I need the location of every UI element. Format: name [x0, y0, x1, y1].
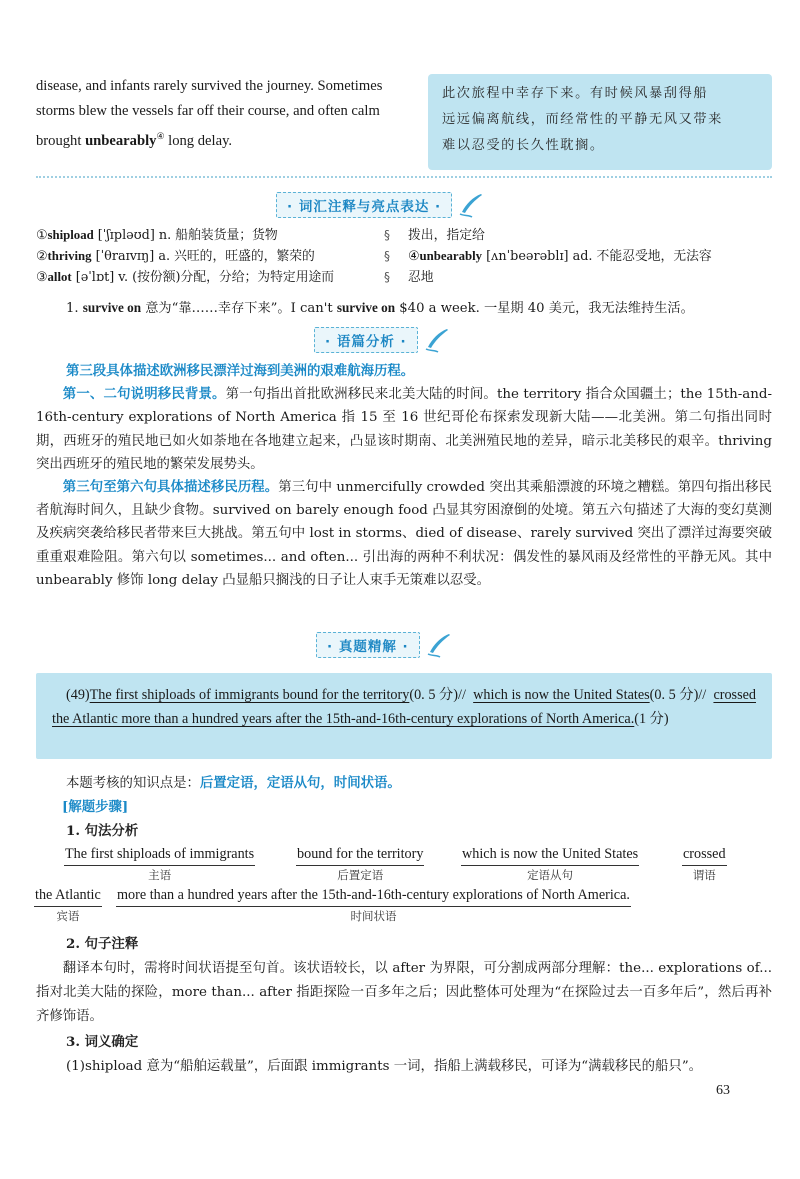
vocab-section-heading: · 词汇注释与亮点表达 · [276, 192, 484, 218]
sentence-segment-object: the Atlantic 宾语 [35, 887, 101, 923]
translation-line: 远远偏离航线，而经常性的平静无风又带来 [442, 112, 723, 127]
exam-section-heading: · 真题精解 · [316, 632, 452, 658]
quill-pen-icon [420, 327, 450, 353]
sentence-segment-subject: The first shiploads of immigrants 主语 [65, 846, 255, 882]
analysis-paragraph: 第三句至第六句具体描述移民历程。第三句中 unmercifully crowded 突出其乘船漂渡的环境之糟糕。第四句指出移民者航海时间久，且缺少食物。survived on barely enough food 凸显其穷困潦倒的处境。第五六句描述了大海的变幻莫测及疾病突袭给移民者带来巨大挑战。第五句中 lost in storms、died of disease、rarely survived 突出了漂洋过海要突破重重艰难险阻。第六句以 sometimes... and often... 引出海的两种不利状况：偶发性的暴风雨及经常性的平静无风。其中 unbearably 修饰 long delay 凸显船只搁浅的日子让人束手无策难以忍受。 [36, 479, 773, 588]
analysis-summary: 第三段具体描述欧洲移民漂洋过海到美洲的艰难航海历程。 [66, 363, 415, 379]
translation-line: 难以忍受的长久性耽搁。 [442, 138, 605, 153]
knowledge-points: 本题考核的知识点是：后置定语，定语从句，时间状语。 [66, 775, 401, 791]
passage-english: disease, and infants rarely survived the journey. Sometimes storms blew the vessels far off their course, and often calm brought unbearably④ long delay. [36, 78, 383, 149]
quill-pen-icon [454, 192, 484, 218]
sentence-segment-postmodifier: bound for the territory 后置定语 [297, 846, 424, 882]
passage-translation-box [428, 74, 772, 170]
step-heading: 1. 句法分析 [66, 823, 139, 839]
usage-note: 1. survive on 意为“靠……幸存下来”。I can't survive on $40 a week. 一星期 40 美元，我无法维持生活。 [66, 300, 694, 316]
vocab-item: ②thriving [ˈθraɪvɪŋ] a. 兴旺的，旺盛的，繁荣的 [36, 249, 315, 264]
vocab-list-left [36, 225, 366, 288]
divider [36, 176, 772, 178]
vocab-item: ④unbearably [ʌnˈbeərəblɪ] ad. 不能忍受地，无法容 [408, 249, 712, 264]
vocab-item: ③allot [əˈlɒt] v. (按份额)分配，分给；为特定用途而 [36, 270, 335, 285]
analysis-paragraph: 第一、二句说明移民背景。第一句指出首批欧洲移民来北美大陆的时间。the territory 指合众国疆土；the 15th-and-16th-century explorations of North America 指 15 至 16 世纪哥伦布探索发现新大陆——北美洲。第二句指出同时期，西班牙的殖民地已如火如荼地在各地建立起来，凸显该时期南、北美洲殖民地的差异，暗示北美移民的艰辛。thriving 突出西班牙的殖民地的繁荣发展势头。 [36, 386, 773, 472]
sentence-segment-predicate: crossed 谓语 [683, 846, 726, 882]
steps-label: [解题步骤] [62, 799, 129, 815]
step-heading: 3. 词义确定 [66, 1034, 139, 1050]
wavy-divider: § § § [384, 228, 390, 284]
page-number: 63 [716, 1083, 730, 1098]
analysis-section-heading: · 语篇分析 · [314, 327, 450, 353]
analysis-body [36, 360, 772, 592]
word-meaning: (1)shipload 意为“船舶运载量”，后面跟 immigrants 一词，指船上满载移民，可译为“满载移民的船只”。 [66, 1059, 703, 1074]
sentence-segment-clause: which is now the United States 定语从句 [462, 846, 639, 882]
step-heading: 2. 句子注释 [66, 936, 139, 952]
sentence-note: 翻译本句时，需将时间状语提至句首。该状语较长，以 after 为界限，可分割成两部分理解：the... explorations of... 指对北美大陆的探险，more than... after 指距探险一百多年之后；因此整体可处理为“在探险过去一百多年后”，然后再补齐修饰语。 [36, 961, 772, 1024]
vocab-item: ①shipload [ˈʃɪpləʊd] n. 船舶装货量；货物 [36, 228, 278, 243]
sentence-segment-adverbial: more than a hundred years after the 15th-and-16th-century explorations of North America. 时间状语 [117, 887, 630, 923]
exam-sentence-box: (49)The first shiploads of immigrants bound for the territory(0. 5 分)// which is now the United States(0. 5 分)// crossed the Atlantic more than a hundred years after the 15th-and-16th-century explorations of North America.(1 分) [36, 673, 772, 759]
translation-line: 此次旅程中幸存下来。有时候风暴刮得船 [442, 86, 709, 101]
vocab-list-right: 拨出，指定给 ④unbearably [ʌnˈbeərəblɪ] ad. 不能忍受地，无法容 忍地 [408, 225, 774, 288]
quill-pen-icon [422, 632, 452, 658]
